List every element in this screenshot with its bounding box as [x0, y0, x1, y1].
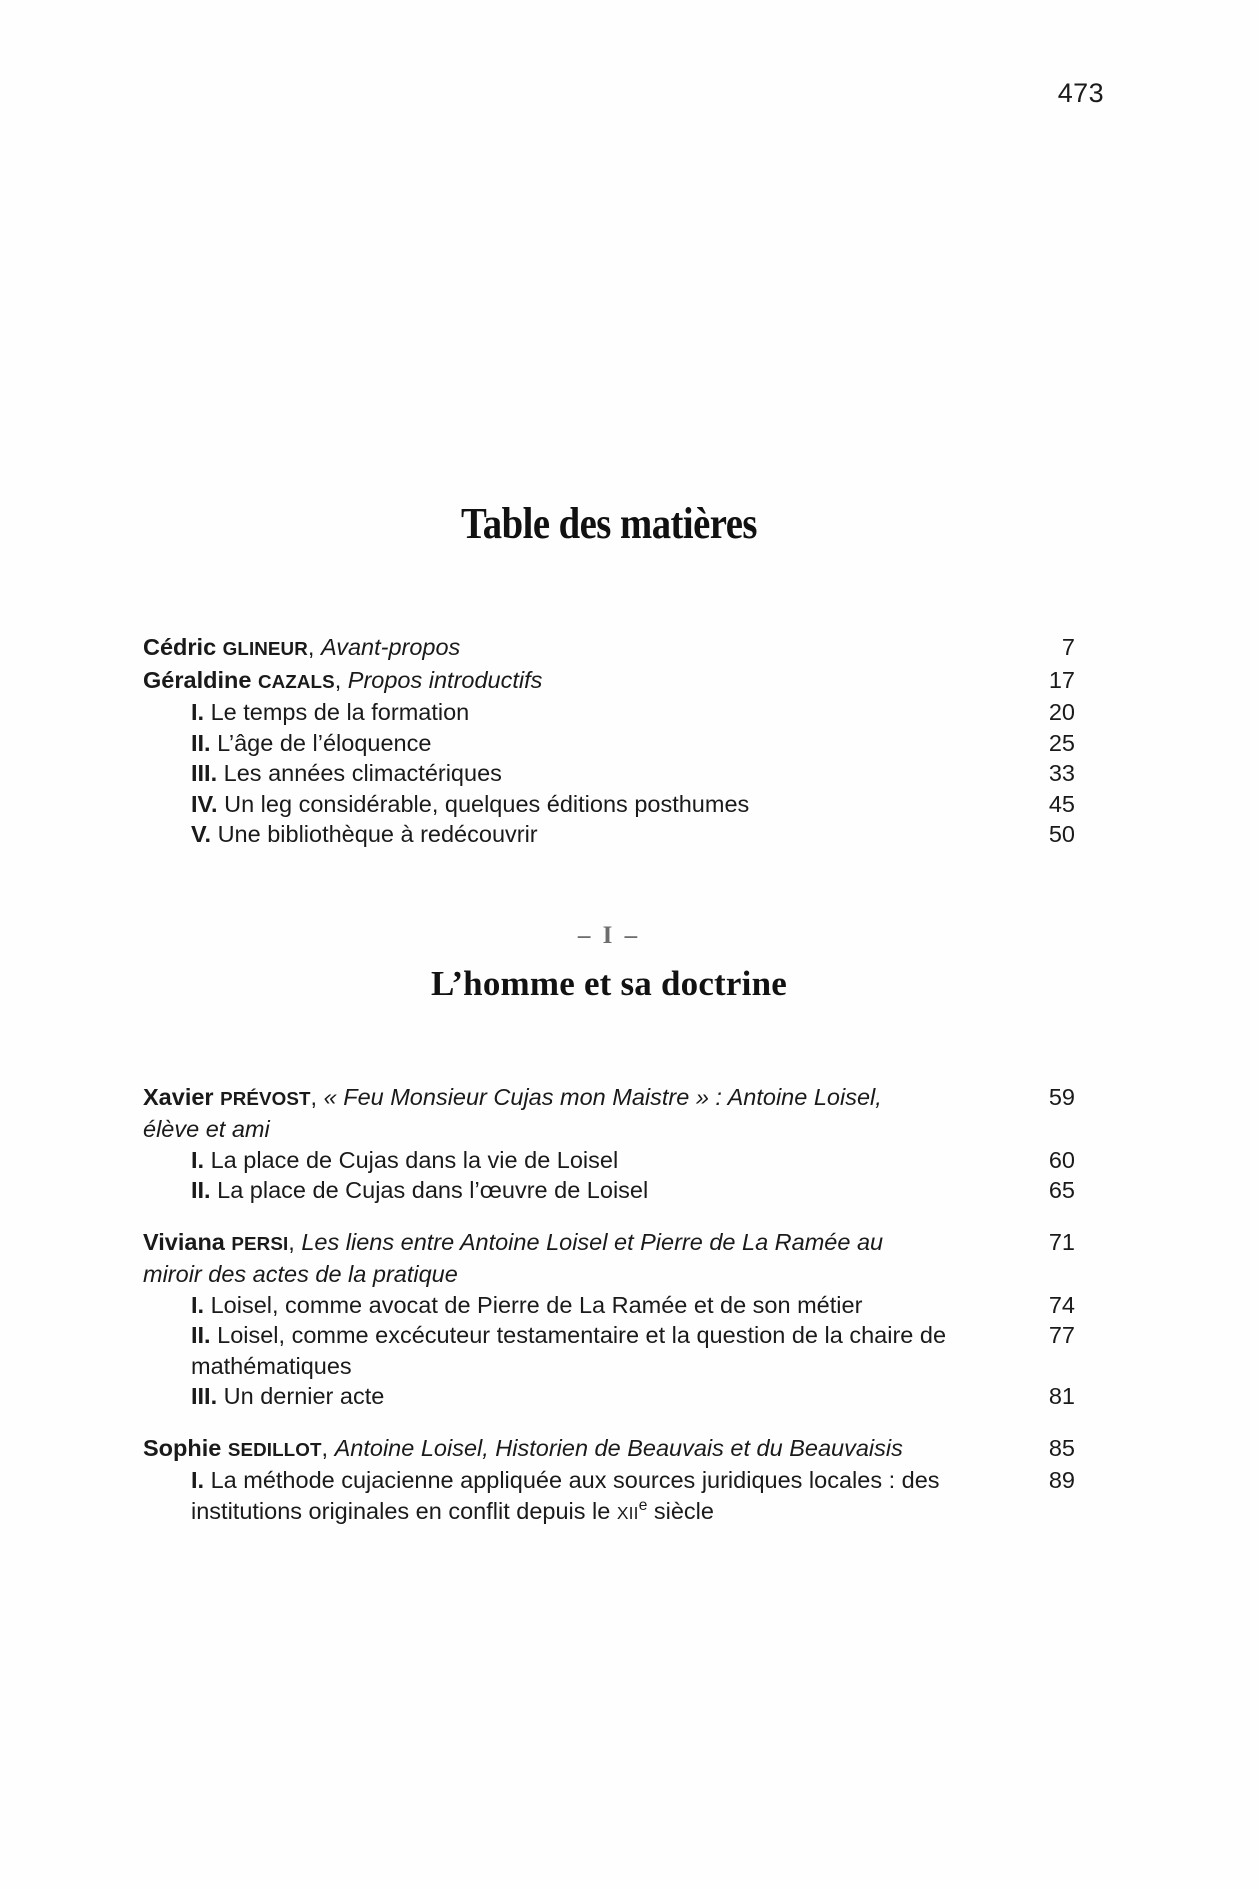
toc-page-number: 59	[1048, 1083, 1075, 1110]
toc-subsection-entry[interactable]	[143, 697, 1075, 728]
page-folio-number: 473	[1057, 78, 1104, 108]
toc-entry-label	[143, 1175, 648, 1206]
toc-page-number: 17	[1048, 666, 1075, 693]
section-roman-numeral: II.	[191, 1177, 211, 1204]
author-first-name: Viviana	[143, 1228, 232, 1255]
toc-page-number: 77	[1048, 1322, 1075, 1349]
toc-entry-label	[143, 1433, 903, 1466]
section-roman-numeral: III.	[191, 760, 218, 787]
section-label: Les années climactériques	[217, 760, 502, 787]
section-label-after: siècle	[647, 1497, 714, 1524]
toc-entry-label	[143, 665, 542, 698]
toc-part-one-section	[143, 1082, 1075, 1529]
toc-entry-label	[143, 789, 749, 820]
toc-entry-label	[143, 819, 538, 850]
part-divider	[143, 922, 1075, 1004]
toc-entry-label	[143, 1381, 384, 1412]
section-label: Loisel, comme avocat de Pierre de La Ramée et de son métier	[204, 1291, 863, 1318]
toc-front-matter-section	[143, 632, 1075, 850]
section-label: Le temps de la formation	[204, 699, 470, 726]
toc-subsection-entry[interactable]	[143, 1145, 1075, 1176]
toc-entry-label	[143, 1145, 618, 1176]
author-surname: PERSI	[231, 1232, 289, 1254]
section-label: La place de Cujas dans l’œuvre de Loisel	[210, 1177, 649, 1204]
toc-entry-label	[143, 1290, 862, 1321]
work-title: Antoine Loisel, Historien de Beauvais et du Beauvaisis	[334, 1434, 903, 1461]
section-roman-numeral: V.	[191, 821, 212, 848]
toc-entry-label	[143, 1082, 933, 1145]
separator: ,	[321, 1434, 335, 1461]
toc-author-entry[interactable]	[143, 1227, 1075, 1290]
toc-subsection-entry[interactable]	[143, 1320, 1075, 1381]
author-first-name: Xavier	[143, 1083, 221, 1110]
toc-entry-label	[143, 1227, 933, 1290]
toc-author-entry[interactable]	[143, 632, 1075, 665]
toc-subsection-entry[interactable]	[143, 819, 1075, 850]
toc-author-entry[interactable]	[143, 1082, 1075, 1145]
author-first-name: Sophie	[143, 1434, 228, 1461]
toc-entry-label	[143, 728, 431, 759]
section-roman-numeral: I.	[191, 699, 205, 726]
work-title: « Feu Monsieur Cujas mon Maistre » : Antoine Loisel, élève et ami	[143, 1083, 882, 1143]
section-roman-numeral: III.	[191, 1383, 218, 1410]
section-label: Une bibliothèque à redécouvrir	[211, 821, 538, 848]
toc-author-entry[interactable]	[143, 665, 1075, 698]
toc-page-number: 74	[1048, 1291, 1075, 1318]
author-first-name: Géraldine	[143, 666, 258, 693]
section-label: L’âge de l’éloquence	[210, 729, 432, 756]
part-number: – I –	[577, 921, 641, 949]
section-label: La place de Cujas dans la vie de Loisel	[204, 1146, 619, 1173]
page-title: Table des matières	[461, 499, 757, 548]
section-roman-numeral: II.	[191, 729, 211, 756]
spacer	[143, 1004, 1075, 1082]
section-roman-numeral: I.	[191, 1467, 205, 1494]
work-title: Propos introductifs	[347, 666, 543, 693]
toc-entry-label	[143, 758, 502, 789]
toc-page-number: 25	[1048, 729, 1075, 756]
toc-page-number: 50	[1048, 821, 1075, 848]
toc-subsection-entry[interactable]	[143, 789, 1075, 820]
part-title: L’homme et sa doctrine	[431, 963, 787, 1003]
toc-page-number: 20	[1048, 699, 1075, 726]
author-surname: CAZALS	[257, 670, 335, 692]
toc-page-number: 60	[1048, 1146, 1075, 1173]
toc-page-number: 71	[1048, 1228, 1075, 1255]
section-label: Un leg considérable, quelques éditions posthumes	[217, 790, 750, 817]
toc-subsection-entry[interactable]	[143, 1290, 1075, 1321]
author-surname: SEDILLOT	[227, 1438, 322, 1460]
toc-subsection-entry[interactable]	[143, 1465, 1075, 1528]
separator: ,	[334, 666, 348, 693]
section-roman-numeral: I.	[191, 1146, 205, 1173]
toc-entry-label	[143, 1465, 981, 1528]
toc-page-number: 33	[1048, 760, 1075, 787]
separator: ,	[310, 1083, 324, 1110]
toc-page-number: 45	[1048, 790, 1075, 817]
ordinal-suffix: e	[638, 1497, 648, 1515]
work-title: Les liens entre Antoine Loisel et Pierre de La Ramée au miroir des actes de la pratique	[143, 1228, 884, 1288]
toc-page-number: 89	[1048, 1467, 1075, 1494]
toc-page-number: 7	[1061, 634, 1075, 661]
section-roman-numeral: I.	[191, 1291, 205, 1318]
work-title: Avant-propos	[320, 634, 461, 661]
toc-entry-label	[143, 1320, 981, 1381]
toc-entry-label	[143, 632, 460, 665]
author-first-name: Cédric	[143, 634, 223, 661]
toc-page-number: 85	[1048, 1434, 1075, 1461]
section-label-before: La méthode cujacienne appliquée aux sources juridiques locales : des institutions originales en conflit depuis le	[191, 1467, 940, 1524]
toc-author-entry[interactable]	[143, 1433, 1075, 1466]
toc-entry-spacer	[143, 1206, 1075, 1227]
section-roman-numeral: IV.	[191, 790, 218, 817]
section-label: Loisel, comme excécuteur testamentaire et la question de la chaire de mathématiques	[191, 1322, 947, 1379]
toc-subsection-entry[interactable]	[143, 758, 1075, 789]
toc-subsection-entry[interactable]	[143, 1381, 1075, 1412]
table-of-contents	[143, 500, 1075, 1528]
author-surname: GLINEUR	[222, 638, 308, 660]
section-roman-numeral: II.	[191, 1322, 211, 1349]
toc-subsection-entry[interactable]	[143, 728, 1075, 759]
separator: ,	[307, 634, 321, 661]
toc-page-number: 81	[1048, 1383, 1075, 1410]
section-label: Un dernier acte	[217, 1383, 385, 1410]
century-roman-numeral: XII	[616, 1502, 639, 1523]
toc-subsection-entry[interactable]	[143, 1175, 1075, 1206]
separator: ,	[288, 1228, 302, 1255]
toc-entry-label	[143, 697, 469, 728]
toc-page-number: 65	[1048, 1177, 1075, 1204]
author-surname: PRÉVOST	[220, 1087, 311, 1109]
toc-entry-spacer	[143, 1412, 1075, 1433]
